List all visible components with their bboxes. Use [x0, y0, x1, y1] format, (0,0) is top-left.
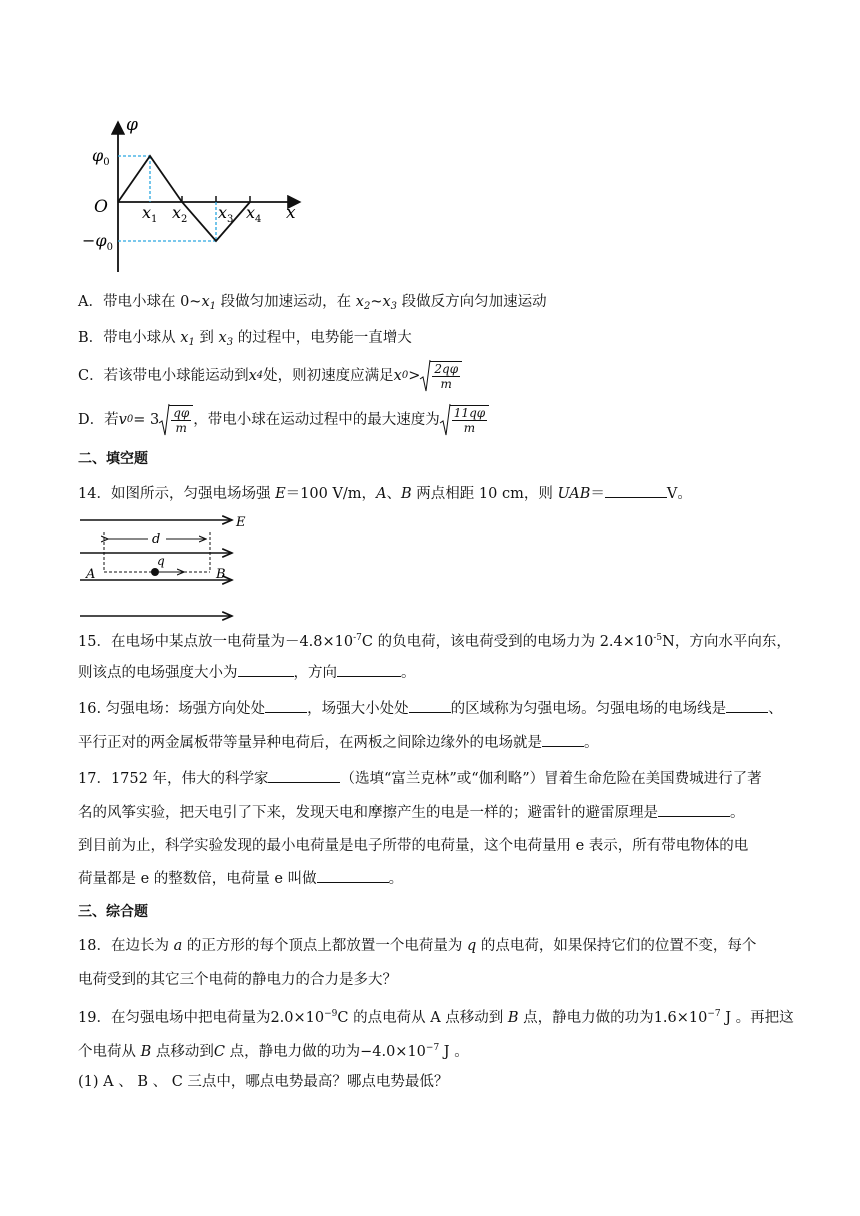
answer-blank-16d[interactable]	[542, 732, 584, 747]
potential-curve	[118, 156, 250, 241]
origin-label: O	[94, 197, 108, 217]
x3-label: $x_3$	[218, 203, 234, 225]
question-19-line1: 19．在匀强电场中把电荷量为$2.0\times 10^{-9}C$ 的点电荷从 A 点移动到 B 点，静电力做的功为$1.6\times 10^{-7}$ J 。再把这	[78, 1009, 794, 1026]
question-17-line2: 名的风筝实验，把天电引了下来，发现天电和摩擦产生的电是一样的；避雷针的避雷原理是 。	[78, 802, 745, 823]
distance-d-label: d	[152, 532, 161, 547]
phi0-label: $\varphi_0$	[92, 146, 110, 168]
question-15-line2: 则该点的电场强度大小为 ，方向 。	[78, 662, 416, 683]
x1-label: $x_1$	[142, 203, 158, 225]
question-19-line2: 个电荷从 B 点移动到C 点，静电力做的功为$-4.0\times 10^{-7}$ J 。	[78, 1043, 469, 1060]
option-b: B．带电小球从 $x_1$ 到 $x_3$ 的过程中，电势能一直增大	[78, 330, 412, 348]
charge-q-dot	[151, 568, 159, 576]
x4-label: $x_4$	[246, 203, 262, 225]
question-18-line2: 电荷受到的其它三个电荷的静电力的合力是多大？	[78, 972, 397, 988]
neg-phi0-label: $-\varphi_0$	[82, 231, 113, 253]
section-heading-comprehensive: 三、综合题	[78, 904, 148, 920]
x-axis-label: x	[286, 203, 296, 223]
option-d: D．若 v 0 = 3 $\frac{q\varphi}{m}$ ，带电小球在运动过程中的最大速度为 $\frac{11q\varphi}{m}$	[78, 402, 489, 438]
question-14: 14．如图所示，匀强电场场强 E＝100 V/m，A、B 两点相距 10 cm，则 UAB＝ V。	[78, 483, 692, 504]
question-17-line4: 荷量都是 e 的整数倍，电荷量 e 叫做 。	[78, 868, 403, 889]
question-17-line3: 到目前为止，科学实验发现的最小电荷量是电子所带的电荷量，这个电荷量用 e 表示，所有带电物体的电	[78, 838, 749, 854]
answer-blank-15b[interactable]	[337, 662, 401, 677]
question-16-line2: 平行正对的两金属板带等量异种电荷后，在两板之间除边缘外的电场就是 。	[78, 732, 599, 753]
potential-graph	[82, 112, 318, 277]
point-a-label: A	[86, 567, 96, 582]
option-a: A．带电小球在 $0\sim x_1$ 段做匀加速运动，在 $x_2\sim x_3$ 段做反方向匀加速运动	[78, 294, 547, 312]
answer-blank-16b[interactable]	[409, 698, 451, 713]
answer-blank-17c[interactable]	[317, 868, 389, 883]
section-heading-fill-in: 二、填空题	[78, 451, 148, 467]
answer-blank-17b[interactable]	[658, 802, 730, 817]
answer-blank-16c[interactable]	[726, 698, 768, 713]
answer-blank-14[interactable]	[605, 483, 667, 498]
answer-blank-15a[interactable]	[238, 662, 294, 677]
charge-q-label: q	[157, 554, 165, 568]
question-18-line1: 18．在边长为 a 的正方形的每个顶点上都放置一个电荷量为 q 的点电荷，如果保持它们的位置不变，每个	[78, 938, 757, 954]
question-15-line1: 15．在电场中某点放一电荷量为$-4.8\times 10^{-7}C$ 的负电荷，该电荷受到的电场力为 $2.4\times 10^{-5}N$，方向水平向东，	[78, 633, 791, 650]
question-17-line1: 17．1752 年，伟大的科学家 （选填“富兰克林”或“伽利略”）冒着生命危险在美国费城进行了著	[78, 768, 762, 789]
point-b-label: B	[216, 567, 226, 582]
question-16-line1: 16. 匀强电场：场强方向处处 ，场强大小处处 的区域称为匀强电场。匀强电场的电场线是 、	[78, 698, 783, 719]
uniform-field-diagram	[78, 510, 258, 626]
answer-blank-16a[interactable]	[265, 698, 307, 713]
field-e-label: E	[236, 515, 246, 530]
answer-blank-17a[interactable]	[268, 768, 340, 783]
option-c: C．若该带电小球能运动到 x 4 处，则初速度应满足 x 0 > $\frac{2q\varphi}{m}$	[78, 358, 462, 394]
question-19-sub1: (1) A 、 B 、 C 三点中，哪点电势最高？哪点电势最低？	[78, 1074, 449, 1090]
x2-label: $x_2$	[172, 203, 188, 225]
phi-axis-label: φ	[126, 115, 138, 135]
